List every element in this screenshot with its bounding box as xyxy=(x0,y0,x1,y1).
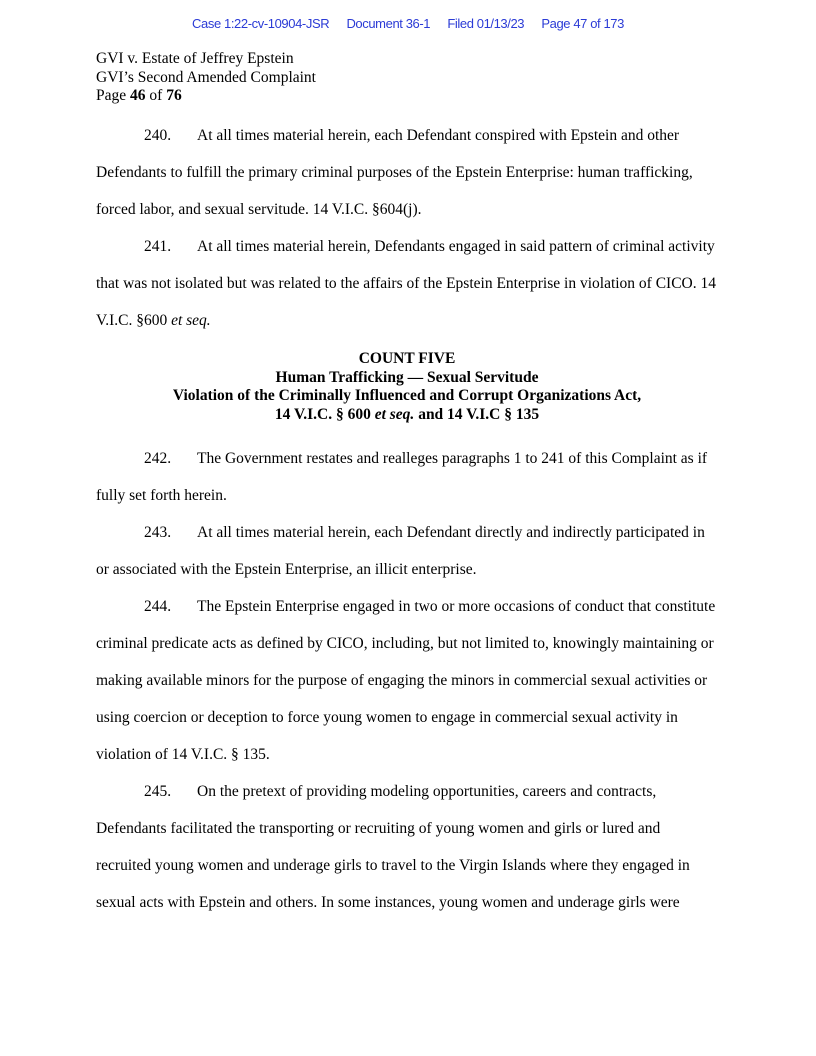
count-citation-part2: and 14 V.I.C § 135 xyxy=(414,405,540,423)
paragraph-italic-citation: et seq. xyxy=(171,312,211,329)
document-header xyxy=(96,50,316,106)
paragraph-number: 244. xyxy=(144,598,172,615)
header-case-title: GVI v. Estate of Jeffrey Epstein xyxy=(96,50,294,67)
count-heading xyxy=(96,350,718,424)
stamp-filed-date: Filed 01/13/23 xyxy=(447,16,525,31)
paragraph-text: The Epstein Enterprise engaged in two or more occasions of conduct that constitute criminal predicate acts as defined by CICO, including, but not limited to, knowingly maintaining or making available minors for the purpose of engaging the minors in commercial sexual activities or using coercion or deception to force young women to engage in commercial sexual activity in violation of 14 V.I.C. § 135. xyxy=(96,598,716,763)
count-citation-part1: 14 V.I.C. § 600 xyxy=(274,405,375,423)
paragraph-number: 243. xyxy=(144,524,172,541)
paragraph-241 xyxy=(96,228,718,339)
stamp-page-number: Page 47 of 173 xyxy=(541,16,624,31)
count-violation: Violation of the Criminally Influenced and Corrupt Organizations Act, xyxy=(172,387,642,404)
paragraph-text: At all times material herein, Defendants engaged in said pattern of criminal activity that was not isolated but was related to the affairs of the Epstein Enterprise in violation of CICO. 14 V.I.C. §600 xyxy=(96,238,716,329)
header-page-current: 46 xyxy=(130,87,146,104)
header-document-title: GVI’s Second Amended Complaint xyxy=(96,68,316,86)
paragraph-242 xyxy=(96,440,718,514)
header-page-of: of xyxy=(145,87,167,104)
stamp-document-number: Document 36-1 xyxy=(346,16,431,31)
count-subtitle: Human Trafficking — Sexual Servitude xyxy=(275,368,539,386)
stamp-case-number: Case 1:22-cv-10904-JSR xyxy=(192,16,330,31)
paragraph-number: 241. xyxy=(144,238,172,255)
count-citation-italic: et seq. xyxy=(374,405,415,423)
paragraph-text: At all times material herein, each Defendant conspired with Epstein and other Defendants to fulfill the primary criminal purposes of the Epstein Enterprise: human trafficking, forced labor, and sexual servitude. 14 V.I.C. §604(j). xyxy=(96,127,693,218)
paragraph-text: At all times material herein, each Defendant directly and indirectly participated in or associated with the Epstein Enterprise, an illicit enterprise. xyxy=(96,524,705,578)
court-filing-stamp xyxy=(0,16,816,31)
paragraph-number: 245. xyxy=(144,783,172,800)
paragraph-244 xyxy=(96,588,718,773)
paragraph-245 xyxy=(96,773,718,921)
paragraph-243 xyxy=(96,514,718,588)
paragraph-number: 242. xyxy=(144,450,172,467)
paragraph-number: 240. xyxy=(144,127,172,144)
paragraph-text: The Government restates and realleges paragraphs 1 to 241 of this Complaint as if fully set forth herein. xyxy=(96,450,708,504)
header-page-total: 76 xyxy=(166,87,182,104)
header-page-line xyxy=(96,87,316,106)
header-page-prefix: Page xyxy=(96,87,131,104)
count-title: COUNT FIVE xyxy=(358,350,456,367)
paragraph-text: On the pretext of providing modeling opportunities, careers and contracts, Defendants facilitated the transporting or recruiting of young women and girls or lured and recruited young women and underage girls to travel to the Virgin Islands where they engaged in sexual acts with Epstein and others. In some instances, young women and underage girls were xyxy=(96,783,690,911)
paragraph-240 xyxy=(96,117,718,228)
document-body xyxy=(96,117,718,921)
count-citation xyxy=(96,406,718,425)
